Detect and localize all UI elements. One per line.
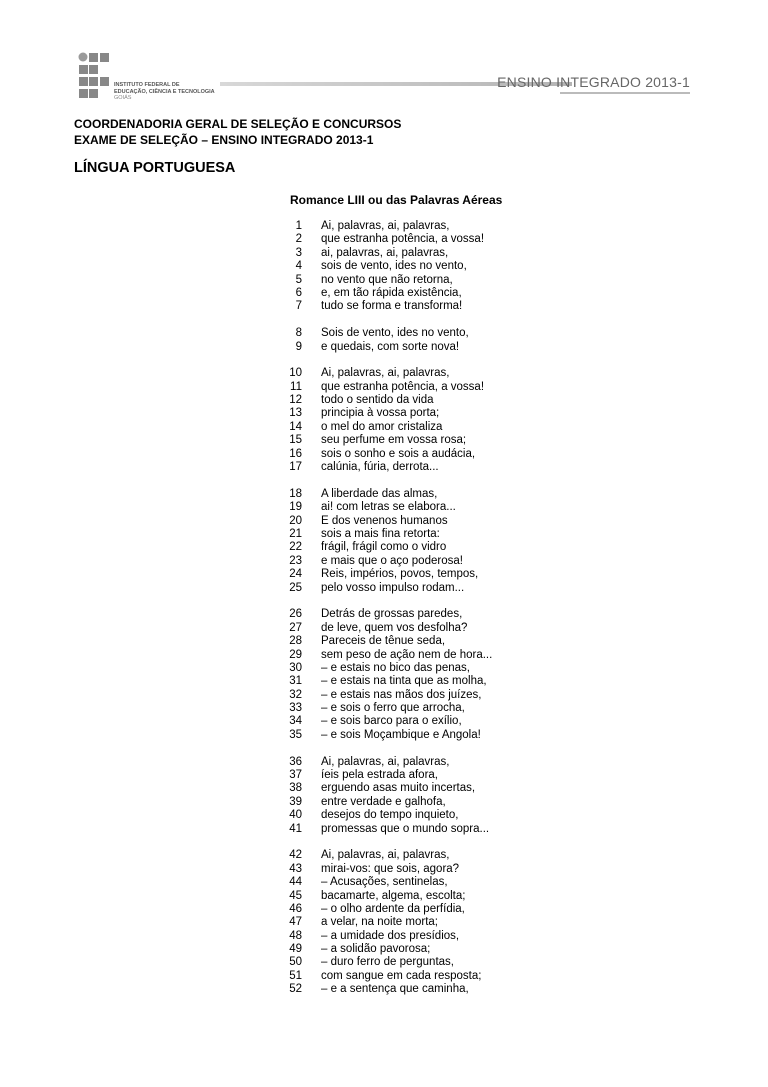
- line-text: bacamarte, algema, escolta;: [321, 889, 466, 902]
- line-text: tudo se forma e transforma!: [321, 300, 463, 313]
- line-text: A liberdade das almas,: [321, 487, 438, 500]
- line-text: principia à vossa porta;: [321, 407, 440, 420]
- line-text: – e estais no bico das penas,: [321, 661, 470, 674]
- line-text: promessas que o mundo sopra...: [321, 822, 490, 835]
- line-number: 5: [295, 273, 302, 286]
- poem-line: [276, 287, 536, 300]
- line-number: 43: [289, 862, 302, 875]
- poem-stanza: [276, 756, 536, 836]
- line-number: 21: [289, 527, 302, 540]
- line-number: 26: [289, 608, 302, 621]
- line-number: 49: [289, 943, 302, 956]
- line-text: erguendo asas muito incertas,: [321, 782, 476, 795]
- header-band-underline: [560, 92, 690, 94]
- line-number: 3: [295, 246, 302, 259]
- line-number: 47: [289, 916, 302, 929]
- poem-line: [276, 823, 536, 836]
- institute-logo: [78, 52, 218, 104]
- line-text: e quedais, com sorte nova!: [321, 340, 460, 353]
- poem-line: [276, 381, 536, 394]
- coordination-heading: COORDENADORIA GERAL DE SELEÇÃO E CONCURSOS: [74, 117, 402, 131]
- poem-line: [276, 247, 536, 260]
- line-text: mirai-vos: que sois, agora?: [321, 862, 460, 875]
- line-number: 46: [289, 902, 302, 915]
- line-number: 25: [289, 581, 302, 594]
- subject-title: LÍNGUA PORTUGUESA: [74, 160, 236, 176]
- poem-line: [276, 849, 536, 862]
- line-text: que estranha potência, a vossa!: [321, 233, 485, 246]
- line-number: 50: [289, 956, 302, 969]
- line-number: 12: [289, 394, 302, 407]
- line-number: 9: [295, 340, 302, 353]
- line-number: 42: [289, 849, 302, 862]
- poem-line: [276, 622, 536, 635]
- line-text: a velar, na noite morta;: [321, 916, 438, 929]
- poem-line: [276, 488, 536, 501]
- poem-stanza: [276, 220, 536, 314]
- line-text: Detrás de grossas paredes,: [321, 608, 463, 621]
- poem-line: [276, 890, 536, 903]
- line-text: sem peso de ação nem de hora...: [321, 648, 493, 661]
- poem-line: [276, 675, 536, 688]
- line-text: Reis, impérios, povos, tempos,: [321, 568, 479, 581]
- line-number: 1: [295, 220, 302, 232]
- line-number: 28: [289, 635, 302, 648]
- line-number: 40: [289, 809, 302, 822]
- line-text: – e a sentença que caminha,: [321, 983, 469, 996]
- poem-line: [276, 541, 536, 554]
- line-text: de leve, quem vos desfolha?: [321, 621, 468, 634]
- poem-line: [276, 260, 536, 273]
- poem-line: [276, 608, 536, 621]
- line-text: – a solidão pavorosa;: [321, 943, 431, 956]
- line-text: íeis pela estrada afora,: [321, 769, 438, 782]
- line-text: com sangue em cada resposta;: [321, 969, 482, 982]
- line-text: – e sois o ferro que arrocha,: [321, 702, 465, 715]
- line-number: 22: [289, 541, 302, 554]
- line-text: pelo vosso impulso rodam...: [321, 581, 465, 594]
- poem-line: [276, 782, 536, 795]
- poem-line: [276, 274, 536, 287]
- poem-stanza: [276, 327, 536, 354]
- line-text: – e estais nas mãos dos juízes,: [321, 688, 482, 701]
- line-text: ai, palavras, ai, palavras,: [321, 246, 449, 259]
- poem-line: [276, 983, 536, 996]
- poem-line: [276, 327, 536, 340]
- line-text: – e sois barco para o exílio,: [321, 715, 462, 728]
- poem-line: [276, 394, 536, 407]
- line-text: sois de vento, ides no vento,: [321, 260, 467, 273]
- line-text: E dos venenos humanos: [321, 514, 448, 527]
- poem-title: Romance LIII ou das Palavras Aéreas: [290, 193, 503, 207]
- poem-stanza: [276, 849, 536, 996]
- line-number: 10: [289, 367, 302, 380]
- poem-line: [276, 300, 536, 313]
- line-text: e, em tão rápida existência,: [321, 286, 462, 299]
- line-number: 34: [289, 715, 302, 728]
- line-number: 31: [289, 675, 302, 688]
- line-number: 51: [289, 969, 302, 982]
- poem-line: [276, 756, 536, 769]
- line-number: 32: [289, 688, 302, 701]
- line-number: 38: [289, 782, 302, 795]
- poem-line: [276, 796, 536, 809]
- line-text: – e estais na tinta que as molha,: [321, 675, 487, 688]
- line-number: 29: [289, 648, 302, 661]
- line-text: sois a mais fina retorta:: [321, 527, 440, 540]
- line-text: – o olho ardente da perfídia,: [321, 902, 465, 915]
- poem-line: [276, 501, 536, 514]
- line-number: 8: [295, 327, 302, 340]
- exam-band-title: ENSINO INTEGRADO 2013-1: [497, 74, 690, 90]
- poem-line: [276, 769, 536, 782]
- line-number: 36: [289, 755, 302, 768]
- line-text: sois o sonho e sois a audácia,: [321, 447, 476, 460]
- line-text: Ai, palavras, ai, palavras,: [321, 755, 450, 768]
- line-text: entre verdade e galhofa,: [321, 795, 446, 808]
- line-number: 27: [289, 621, 302, 634]
- line-number: 2: [295, 233, 302, 246]
- line-text: – duro ferro de perguntas,: [321, 956, 454, 969]
- line-text: Sois de vento, ides no vento,: [321, 327, 469, 340]
- line-number: 14: [289, 420, 302, 433]
- line-number: 4: [295, 260, 302, 273]
- line-number: 37: [289, 769, 302, 782]
- line-text: seu perfume em vossa rosa;: [321, 434, 467, 447]
- line-number: 6: [295, 286, 302, 299]
- institute-logo-mark-icon: [78, 52, 110, 102]
- institute-name: [114, 82, 215, 102]
- poem-line: [276, 635, 536, 648]
- poem-line: [276, 407, 536, 420]
- poem-line: [276, 568, 536, 581]
- line-text: todo o sentido da vida: [321, 394, 434, 407]
- poem-line: [276, 916, 536, 929]
- line-number: 45: [289, 889, 302, 902]
- poem-stanza: [276, 608, 536, 742]
- header-band: [220, 74, 690, 88]
- line-number: 23: [289, 554, 302, 567]
- line-text: o mel do amor cristaliza: [321, 420, 443, 433]
- exam-heading: EXAME DE SELEÇÃO – ENSINO INTEGRADO 2013-1: [74, 133, 374, 147]
- line-number: 13: [289, 407, 302, 420]
- poem-line: [276, 970, 536, 983]
- line-text: – a umidade dos presídios,: [321, 929, 460, 942]
- poem-line: [276, 662, 536, 675]
- line-number: 52: [289, 983, 302, 996]
- line-number: 35: [289, 728, 302, 741]
- line-number: 17: [289, 461, 302, 474]
- line-number: 18: [289, 487, 302, 500]
- line-number: 16: [289, 447, 302, 460]
- line-number: 48: [289, 929, 302, 942]
- poem-body: [276, 220, 536, 1010]
- line-text: Ai, palavras, ai, palavras,: [321, 367, 450, 380]
- poem-line: [276, 930, 536, 943]
- line-text: Pareceis de tênue seda,: [321, 635, 446, 648]
- line-number: 41: [289, 822, 302, 835]
- poem-line: [276, 434, 536, 447]
- line-text: no vento que não retorna,: [321, 273, 453, 286]
- line-text: – e sois Moçambique e Angola!: [321, 728, 481, 741]
- line-text: Ai, palavras, ai, palavras,: [321, 220, 450, 232]
- poem-line: [276, 863, 536, 876]
- institute-name-line-1: INSTITUTO FEDERAL DE: [114, 82, 180, 88]
- poem-line: [276, 649, 536, 662]
- poem-line: [276, 461, 536, 474]
- poem-stanza: [276, 367, 536, 474]
- line-text: ai! com letras se elabora...: [321, 501, 456, 514]
- poem-stanza: [276, 488, 536, 595]
- line-number: 33: [289, 702, 302, 715]
- institute-name-line-2: EDUCAÇÃO, CIÊNCIA E TECNOLOGIA: [114, 88, 215, 95]
- line-number: 7: [295, 300, 302, 313]
- poem-line: [276, 448, 536, 461]
- poem-line: [276, 702, 536, 715]
- line-text: desejos do tempo inquieto,: [321, 809, 459, 822]
- line-text: e mais que o aço poderosa!: [321, 554, 463, 567]
- poem-line: [276, 876, 536, 889]
- poem-line: [276, 956, 536, 969]
- line-number: 15: [289, 434, 302, 447]
- poem-line: [276, 809, 536, 822]
- poem-line: [276, 943, 536, 956]
- line-text: frágil, frágil como o vidro: [321, 541, 447, 554]
- poem-line: [276, 367, 536, 380]
- poem-line: [276, 341, 536, 354]
- line-text: – Acusações, sentinelas,: [321, 876, 448, 889]
- poem-line: [276, 233, 536, 246]
- line-text: calúnia, fúria, derrota...: [321, 461, 439, 474]
- poem-line: [276, 903, 536, 916]
- line-text: que estranha potência, a vossa!: [321, 380, 485, 393]
- poem-line: [276, 515, 536, 528]
- institute-campus: GOIÁS: [114, 95, 132, 101]
- poem-line: [276, 555, 536, 568]
- line-number: 30: [289, 661, 302, 674]
- line-number: 24: [289, 568, 302, 581]
- poem-line: [276, 715, 536, 728]
- poem-line: [276, 689, 536, 702]
- poem-line: [276, 582, 536, 595]
- poem-line: [276, 220, 536, 233]
- line-number: 11: [290, 380, 302, 393]
- poem-line: [276, 421, 536, 434]
- poem-line: [276, 528, 536, 541]
- line-text: Ai, palavras, ai, palavras,: [321, 849, 450, 862]
- line-number: 19: [289, 501, 302, 514]
- poem-line: [276, 729, 536, 742]
- line-number: 20: [289, 514, 302, 527]
- line-number: 44: [289, 876, 302, 889]
- line-number: 39: [289, 795, 302, 808]
